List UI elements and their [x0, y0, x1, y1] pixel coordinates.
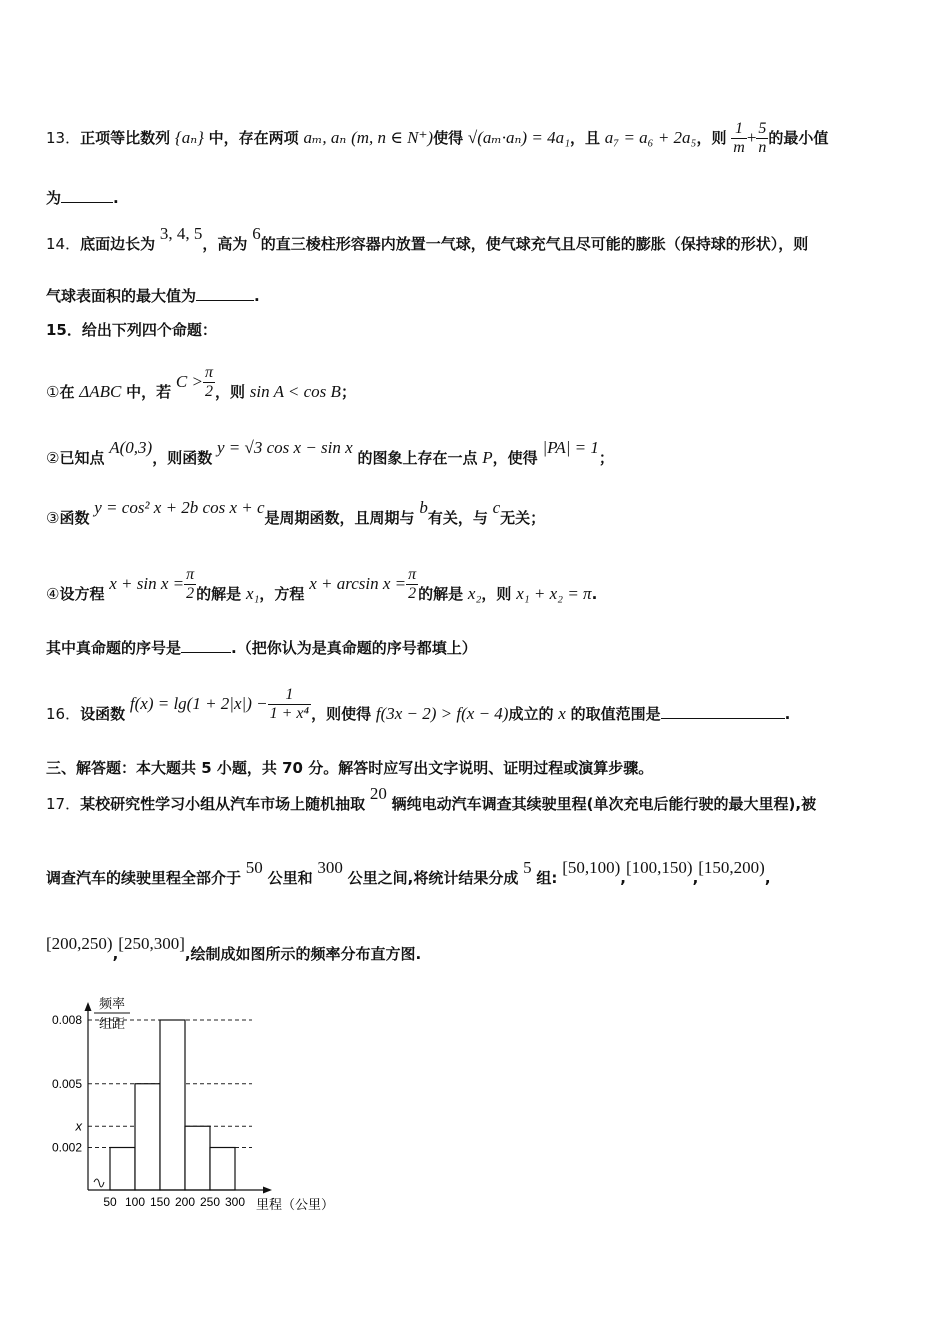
- x-tick-label: 50: [103, 1195, 117, 1209]
- y-tick-label: x: [75, 1118, 82, 1134]
- q15-answer-blank[interactable]: [181, 638, 231, 653]
- q16-inequality: f(3x − 2) > f(x − 4): [375, 704, 509, 723]
- q16-fraction: $\frac{1}{\text{1 + x⁴}}$: [269, 686, 310, 722]
- q15-p4-fraction-1: $\frac{\pi}{2}$: [186, 566, 195, 602]
- q13-terms: aₘ, aₙ: [303, 128, 347, 147]
- histogram-bar: [210, 1148, 235, 1191]
- frequency-histogram: [40, 990, 350, 1220]
- q16-function: f(x) = lg(1 + 2|x|) −: [129, 694, 268, 713]
- y-axis-title-top: 频率: [98, 996, 126, 1011]
- q13-relation: a₇ = a₆ + 2a₅: [604, 128, 697, 147]
- histogram-bar: [160, 1020, 185, 1190]
- q15-proposition-3: ③函数 y = cos² x + 2b cos x + c是周期函数，且周期与 b有关，与 c无关；: [46, 498, 546, 527]
- section-3-heading: 三、解答题：本大题共 5 小题，共 70 分。解答时应写出文字说明、证明过程或演算步骤。: [46, 759, 654, 777]
- q14-line1: 14．底面边长为 3, 4, 5，高为 6的直三棱柱形容器内放置一气球，使气球充气且尽可能的膨胀（保持球的形状），则: [46, 224, 809, 253]
- q17-line2: 调查汽车的续驶里程全部介于 50 公里和 300 公里之间,将统计结果分成 5 组: [50,100),[100,150),[150,200),: [46, 858, 771, 887]
- q13-fraction-2: $\frac{5}{n}$: [758, 120, 767, 156]
- axis-break: [94, 1179, 104, 1187]
- q17-line3: [200,250),[250,300],绘制成如图所示的频率分布直方图.: [46, 934, 422, 963]
- histogram-bar: [185, 1126, 210, 1190]
- q15-footer: 其中真命题的序号是 .（把你认为是真命题的序号都填上）: [46, 639, 477, 657]
- q14-answer-blank[interactable]: [196, 286, 254, 301]
- y-axis-arrow: [85, 1002, 92, 1011]
- y-tick-label: 0.002: [51, 1140, 82, 1155]
- q15-proposition-4: ④设方程 x + sin x = $\frac{\pi}{2}$ 的解是 x₁，方程 x + arcsin x = $\frac{\pi}{2}$ 的解是 x₂，则 x₁ + x₂ = π.: [46, 566, 598, 603]
- x-tick-label: 100: [124, 1195, 146, 1209]
- x-tick-label: 200: [174, 1195, 196, 1209]
- q15-title: 15．给出下列四个命题：: [46, 321, 217, 339]
- y-axis-title-bottom: 组距: [98, 1016, 126, 1031]
- x-tick-label: 300: [224, 1195, 246, 1209]
- q17-line1: 17．某校研究性学习小组从汽车市场上随机抽取 20 辆纯电动汽车调查其续驶里程(单次充电后能行驶的最大里程),被: [46, 784, 817, 813]
- q13-sqrt-equation: √(aₘ·aₙ) = 4a₁: [467, 128, 570, 147]
- q16-answer-blank[interactable]: [661, 704, 785, 719]
- x-tick-label: 250: [199, 1195, 221, 1209]
- y-tick-label: 0.005: [51, 1076, 82, 1091]
- q14-line2: 气球表面积的最大值为 .: [46, 287, 260, 305]
- q13-answer-blank[interactable]: [61, 188, 113, 203]
- q13-line2: 为 .: [46, 189, 119, 207]
- q13-condition: (m, n ∈ N⁺): [351, 128, 434, 147]
- y-tick-label: 0.008: [51, 1013, 82, 1027]
- histogram-bar: [110, 1148, 135, 1191]
- q13-fraction-1: $\frac{1}{m}$: [733, 120, 745, 156]
- q15-proposition-1: ①在 ΔABC 中，若 C > $\frac{\pi}{2}$ ，则 sin A < cos B；: [46, 364, 356, 401]
- x-axis-title: 里程（公里）: [256, 1197, 335, 1212]
- q16-line: 16．设函数 f(x) = lg(1 + 2|x|) − $\frac{1}{\text{1 + x⁴}}$ ，则使得 f(3x − 2) > f(x − 4)成立的 x 的取值范围是 .: [46, 686, 791, 723]
- q13-number: 13．: [46, 129, 81, 147]
- q15-p1-fraction: $\frac{\pi}{2}$: [204, 364, 213, 400]
- q14-sides: 3, 4, 5: [159, 224, 203, 243]
- histogram-bar: [135, 1084, 160, 1190]
- q13-sequence: {aₙ}: [174, 128, 204, 147]
- q13-line1: 13．正项等比数列 {aₙ} 中，存在两项 aₘ, aₙ (m, n ∈ N⁺)使得 √(aₘ·aₙ) = 4a₁，且 a₇ = a₆ + 2a₅，则 $\frac{1}{m}$ + $\frac{5}{n}$ 的最小值: [46, 120, 829, 156]
- q15-proposition-2: ②已知点 A(0,3)，则函数 y = √3 cos x − sin x 的图象上存在一点 P，使得 |PA| = 1；: [46, 438, 614, 467]
- q15-p4-fraction-2: $\frac{\pi}{2}$: [408, 566, 417, 602]
- x-tick-label: 150: [149, 1195, 171, 1209]
- x-axis-arrow: [263, 1187, 272, 1194]
- q14-height: 6: [252, 224, 261, 243]
